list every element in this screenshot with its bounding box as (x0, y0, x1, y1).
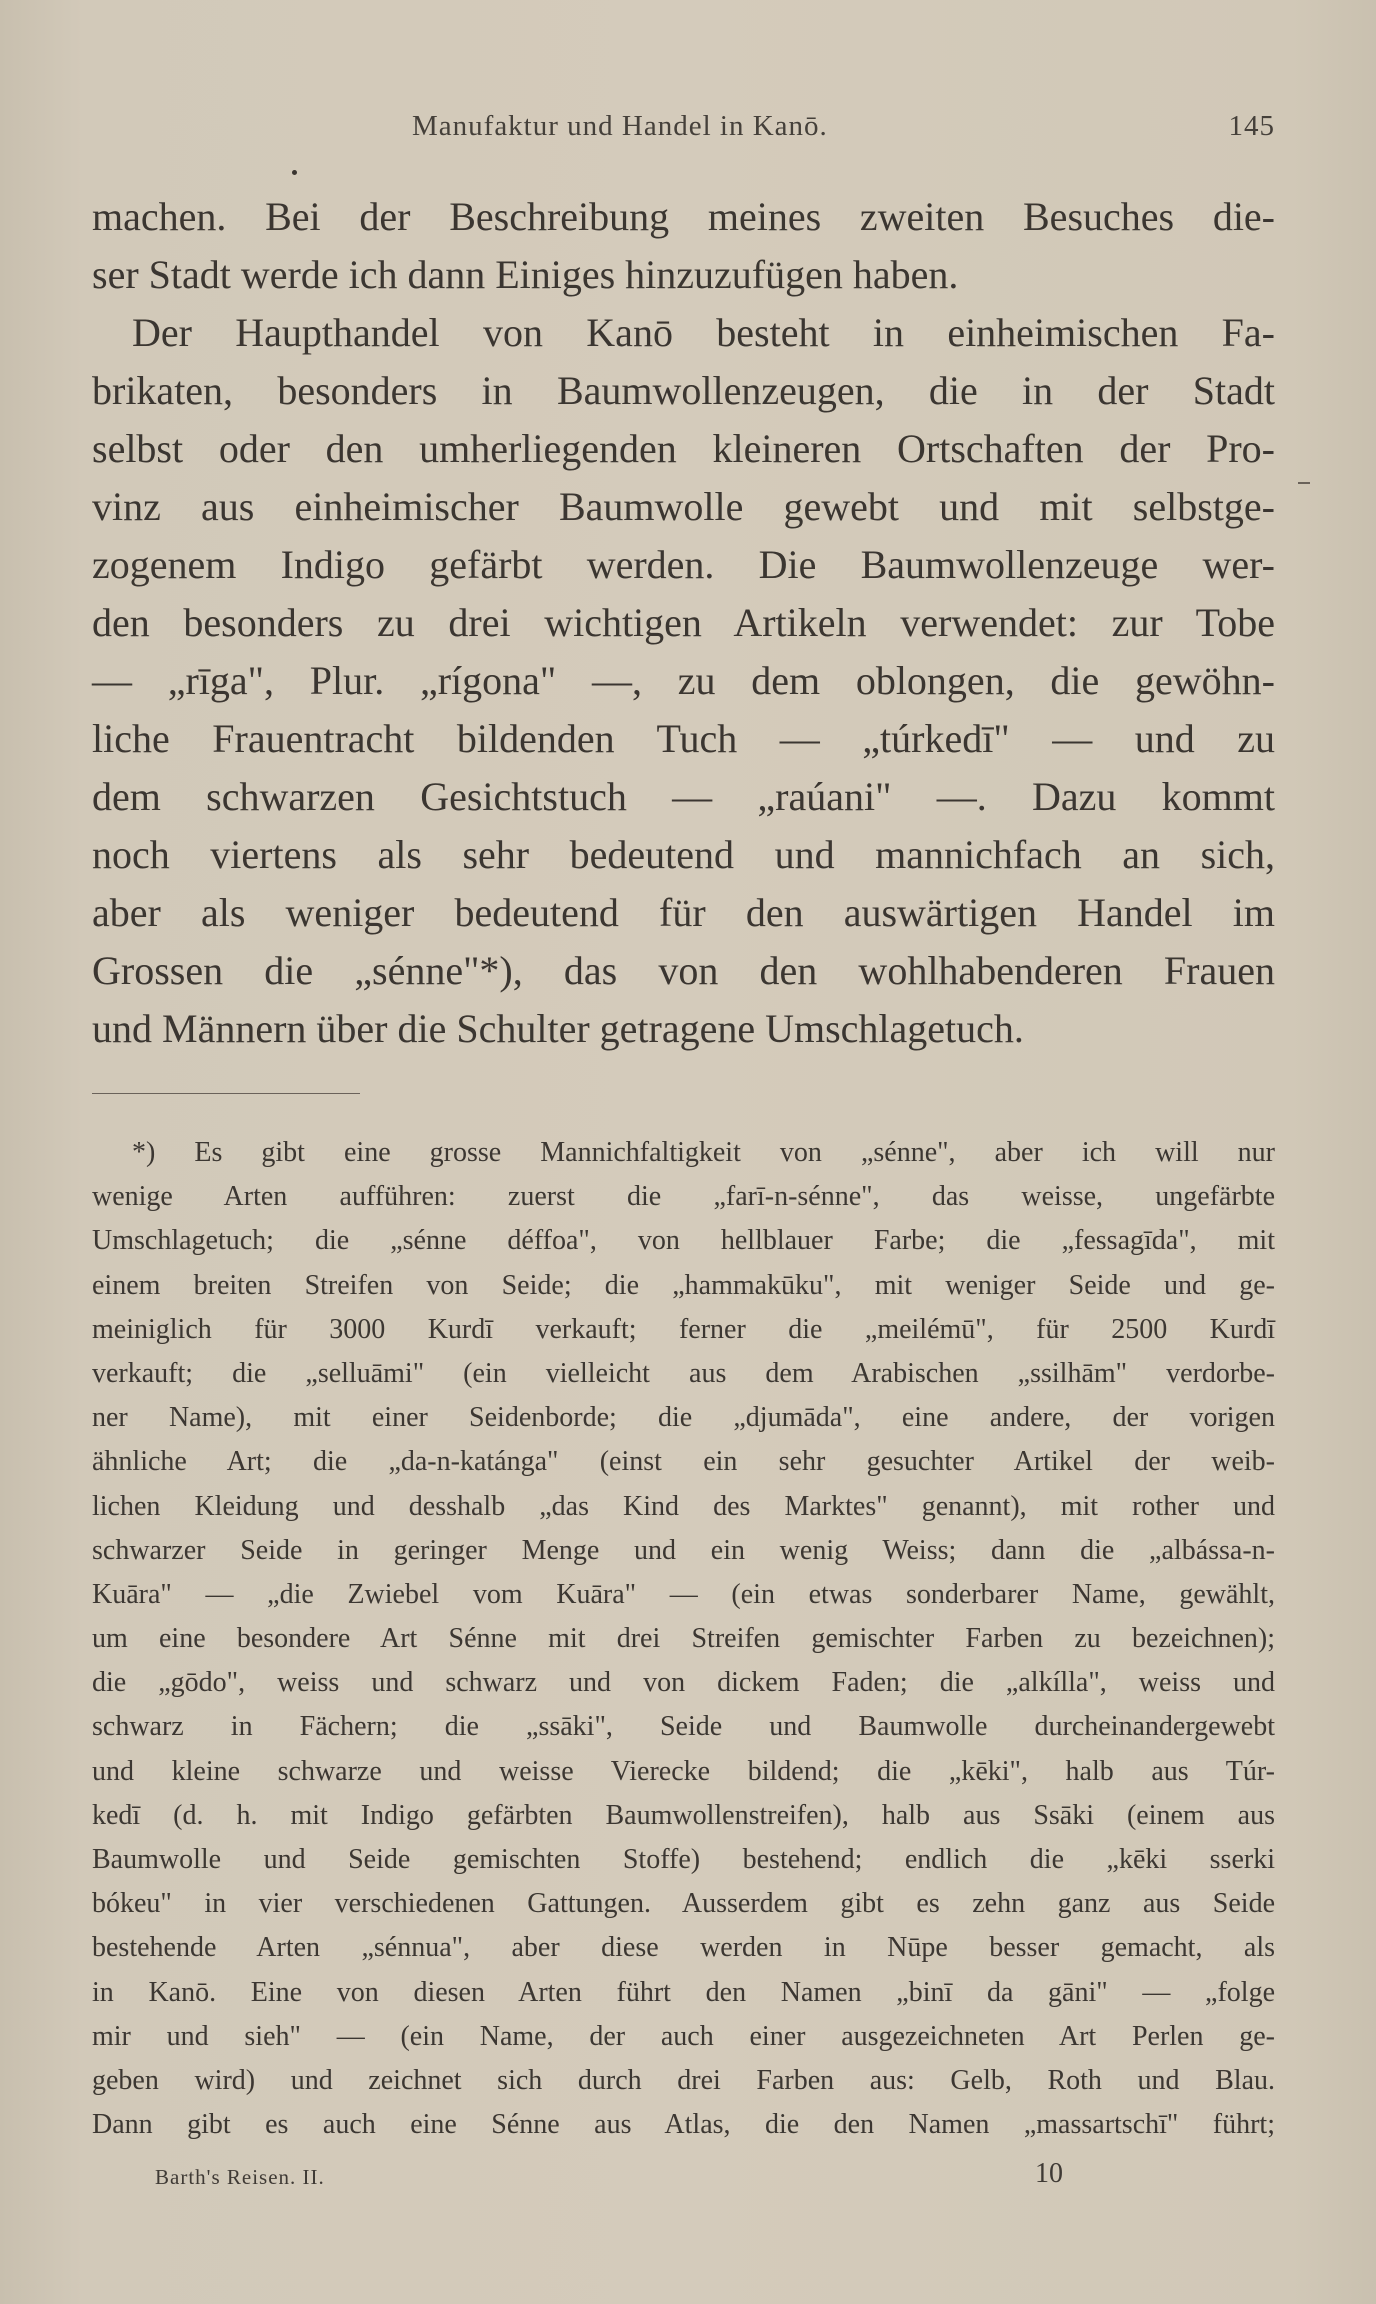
running-title: Manufaktur und Handel in Kanō. (412, 110, 828, 142)
text-line: und Männern über die Schulter getragene Umschlagetuch. (92, 1006, 1024, 1051)
footnote-line: Kuāra" — „die Zwiebel vom Kuāra" — (ein etwas sonderbarer Name, gewählt, (92, 1578, 1275, 1610)
footnote-line: in Kanō. Eine von diesen Arten führt den Namen „binī da gāni" — „folge (92, 1976, 1275, 2008)
footnote-line: ner Name), mit einer Seidenborde; die „djumāda", eine andere, der vorigen (92, 1402, 1275, 1434)
footnote-line: Dann gibt es auch eine Sénne aus Atlas, die den Namen „massartschī" führt; (92, 2109, 1275, 2141)
main-text (92, 188, 1275, 1058)
text-line: machen. Bei der Beschreibung meines zweiten Besuches die- (92, 194, 1275, 239)
text-line: brikaten, besonders in Baumwollenzeugen, die in der Stadt (92, 368, 1275, 413)
printer-signature: Barth's Reisen. II. (155, 2165, 325, 2189)
footnote-line: schwarzer Seide in geringer Menge und ein wenig Weiss; dann die „albássa-n- (92, 1534, 1275, 1566)
signature-mark: 10 (1035, 2158, 1063, 2189)
text-line: — „rīga", Plur. „rígona" —, zu dem oblongen, die gewöhn- (92, 658, 1275, 703)
text-line: selbst oder den umherliegenden kleineren Ortschaften der Pro- (92, 426, 1275, 471)
text-line: liche Frauentracht bildenden Tuch — „túrkedī" — und zu (92, 716, 1275, 761)
text-line: Grossen die „sénne"*), das von den wohlhabenderen Frauen (92, 948, 1275, 993)
text-line: zogenem Indigo gefärbt werden. Die Baumwollenzeuge wer- (92, 542, 1275, 587)
text-line: dem schwarzen Gesichtstuch — „raúani" —. Dazu kommt (92, 774, 1275, 819)
footnote-line: verkauft; die „selluāmi" (ein vielleicht aus dem Arabischen „ssilhām" verdorbe- (92, 1357, 1275, 1389)
footnote-line: geben wird) und zeichnet sich durch drei Farben aus: Gelb, Roth und Blau. (92, 2064, 1275, 2096)
footnote-line: um eine besondere Art Sénne mit drei Streifen gemischter Farben zu bezeichnen); (92, 1623, 1275, 1655)
footnote-line: Umschlagetuch; die „sénne déffoa", von hellblauer Farbe; die „fessagīda", mit (92, 1225, 1275, 1257)
footnote-line: wenige Arten aufführen: zuerst die „farī-n-sénne", das weisse, ungefärbte (92, 1181, 1275, 1213)
footnote-separator (92, 1093, 360, 1094)
page-number: 145 (1228, 110, 1275, 142)
footnote-line: schwarz in Fächern; die „ssāki", Seide und Baumwolle durcheinandergewebt (92, 1711, 1275, 1743)
footnote-line: meiniglich für 3000 Kurdī verkauft; ferner die „meilémū", für 2500 Kurdī (92, 1313, 1275, 1345)
text-line: ser Stadt werde ich dann Einiges hinzuzufügen haben. (92, 252, 959, 297)
footnote-line: und kleine schwarze und weisse Vierecke bildend; die „kēki", halb aus Túr- (92, 1755, 1275, 1787)
margin-mark (1298, 482, 1310, 484)
footnote-line: mir und sieh" — (ein Name, der auch einer ausgezeichneten Art Perlen ge- (92, 2020, 1275, 2052)
footnote-line: einem breiten Streifen von Seide; die „hammakūku", mit weniger Seide und ge- (92, 1269, 1275, 1301)
footnote (92, 1131, 1275, 2147)
footnote-line: Baumwolle und Seide gemischten Stoffe) bestehend; endlich die „kēki sserki (92, 1844, 1275, 1875)
footnote-line: die „gōdo", weiss und schwarz und von dickem Faden; die „alkílla", weiss und (92, 1667, 1275, 1699)
text-line: noch viertens als sehr bedeutend und mannichfach an sich, (92, 832, 1275, 877)
text-line: vinz aus einheimischer Baumwolle gewebt und mit selbstge- (92, 484, 1275, 529)
text-line: Der Haupthandel von Kanō besteht in einheimischen Fa- (132, 310, 1275, 355)
footnote-line: *) Es gibt eine grosse Mannichfaltigkeit von „sénne", aber ich will nur (132, 1137, 1275, 1168)
text-line: den besonders zu drei wichtigen Artikeln verwendet: zur Tobe (92, 600, 1275, 645)
footnote-line: ähnliche Art; die „da-n-katánga" (einst ein sehr gesuchter Artikel der weib- (92, 1446, 1275, 1478)
page-header (92, 110, 1275, 150)
text-line: aber als weniger bedeutend für den auswärtigen Handel im (92, 890, 1275, 935)
ink-speck (292, 170, 297, 175)
footnote-line: bókeu" in vier verschiedenen Gattungen. Ausserdem gibt es zehn ganz aus Seide (92, 1888, 1275, 1920)
footnote-line: bestehende Arten „sénnua", aber diese werden in Nūpe besser gemacht, als (92, 1932, 1275, 1964)
footnote-line: kedī (d. h. mit Indigo gefärbten Baumwollenstreifen), halb aus Ssāki (einem aus (92, 1799, 1275, 1831)
footnote-line: lichen Kleidung und desshalb „das Kind des Marktes" genannt), mit rother und (92, 1490, 1275, 1522)
